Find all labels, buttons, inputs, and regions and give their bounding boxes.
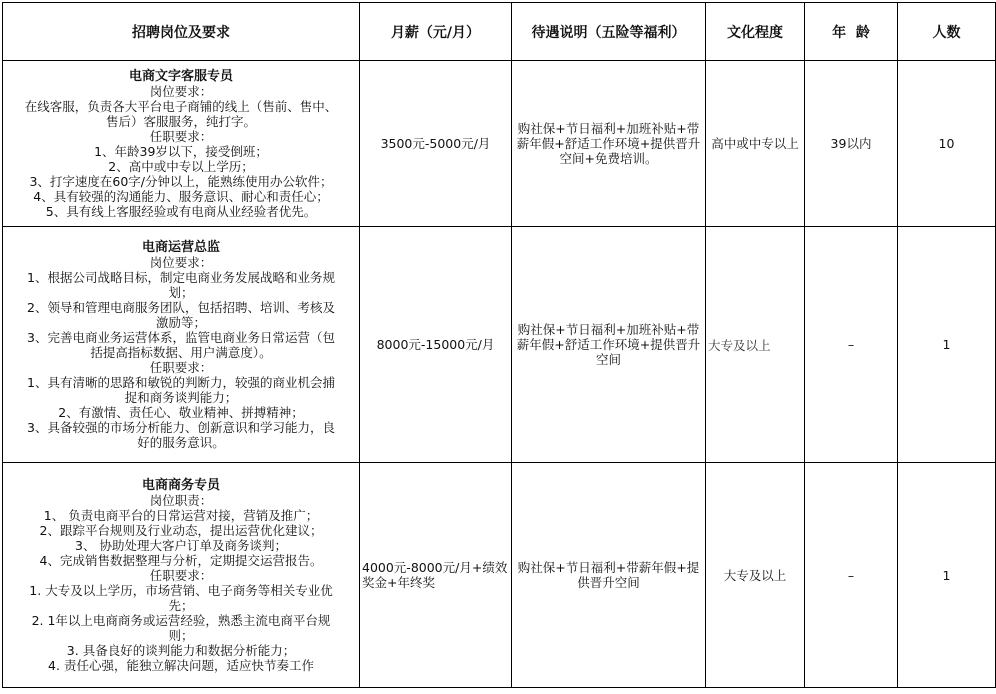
table-row (3, 463, 996, 688)
benefits-cell: 购社保+节日福利+加班补贴+带薪年假+舒适工作环境+提供晋升空间+免费培训。 (512, 61, 706, 227)
age-cell: – (805, 463, 898, 688)
header-benefits: 待遇说明（五险等福利） (512, 3, 706, 61)
benefits-cell: 购社保+节日福利+加班补贴+带薪年假+舒适工作环境+提供晋升空间 (512, 227, 706, 463)
job-line: 3、具备较强的市场分析能力、创新意识和学习能力，良 (27, 419, 335, 435)
job-line: 2、有激情、责任心、敬业精神、拼搏精神； (58, 404, 304, 420)
header-salary: 月薪（元/月） (360, 3, 512, 61)
count-cell: 10 (898, 61, 996, 227)
table-row (3, 61, 996, 227)
job-line: 岗位职责： (149, 492, 213, 508)
position-cell (3, 61, 360, 227)
job-line: 则； (168, 627, 194, 643)
job-line: 任职要求： (149, 567, 213, 583)
job-line: 3、 协助处理大客户订单及商务谈判； (75, 537, 287, 553)
job-line: 在线客服，负责各大平台电子商铺的线上（售前、售中、 (24, 98, 338, 114)
job-line: 括提高指标数据、用户满意度）。 (90, 344, 272, 360)
education-cell: 大专及以上 (706, 227, 805, 463)
job-line: 2. 1年以上电商商务或运营经验，熟悉主流电商平台规 (31, 612, 331, 628)
job-line: 2、高中或中专以上学历； (108, 158, 254, 174)
education-cell: 大专及以上 (706, 463, 805, 688)
position-cell (3, 463, 360, 688)
salary-cell: 4000元-8000元/月+绩效奖金+年终奖 (360, 463, 512, 688)
job-line: 1、年龄39岁以下，接受倒班； (94, 143, 268, 159)
job-line: 3. 具备良好的谈判能力和数据分析能力； (66, 642, 296, 658)
job-title: 电商文字客服专员 (128, 68, 233, 84)
job-line: 划； (168, 284, 194, 300)
job-line: 售后）客服服务，纯打字。 (105, 113, 256, 129)
job-line: 任职要求： (149, 128, 213, 144)
count-cell: 1 (898, 227, 996, 463)
job-line: 捉和商务谈判能力； (124, 389, 238, 405)
job-line: 先； (168, 597, 194, 613)
job-line: 激励等； (155, 314, 206, 330)
header-row (3, 3, 996, 61)
job-line: 好的服务意识。 (137, 434, 225, 450)
job-line: 1. 大专及以上学历，市场营销、电子商务等相关专业优 (29, 582, 333, 598)
job-line: 1、 负责电商平台的日常运营对接，营销及推广； (43, 507, 319, 523)
job-line: 岗位要求： (149, 254, 213, 270)
job-line: 岗位要求： (149, 83, 213, 99)
job-line: 2、领导和管理电商服务团队，包括招聘、培训、考核及 (27, 299, 335, 315)
recruitment-table (2, 2, 996, 688)
job-line: 4、完成销售数据整理与分析，定期提交运营报告。 (39, 552, 323, 568)
job-line: 3、打字速度在60字/分钟以上，能熟练使用办公软件； (29, 173, 333, 189)
job-line: 任职要求： (149, 359, 213, 375)
education-cell: 高中或中专以上 (706, 61, 805, 227)
header-age: 年 龄 (805, 3, 898, 61)
job-title: 电商商务专员 (141, 477, 220, 493)
job-line: 1、具有清晰的思路和敏锐的判断力，较强的商业机会捕 (27, 374, 335, 390)
position-cell (3, 227, 360, 463)
age-cell: – (805, 227, 898, 463)
job-line: 4、具有较强的沟通能力、服务意识、耐心和责任心； (33, 188, 329, 204)
job-line: 2、跟踪平台规则及行业动态，提出运营优化建议； (39, 522, 323, 538)
job-line: 3、完善电商业务运营体系，监管电商业务日常运营（包 (27, 329, 335, 345)
header-education: 文化程度 (706, 3, 805, 61)
job-line: 5、具有线上客服经验或有电商从业经验者优先。 (45, 203, 317, 219)
table-row (3, 227, 996, 463)
job-line: 4. 责任心强，能独立解决问题，适应快节奏工作 (48, 657, 314, 673)
header-position: 招聘岗位及要求 (3, 3, 360, 61)
age-cell: 39以内 (805, 61, 898, 227)
salary-cell: 8000元-15000元/月 (360, 227, 512, 463)
job-title: 电商运营总监 (141, 239, 220, 255)
salary-cell: 3500元-5000元/月 (360, 61, 512, 227)
job-line: 1、根据公司战略目标，制定电商业务发展战略和业务规 (27, 269, 335, 285)
header-count: 人数 (898, 3, 996, 61)
count-cell: 1 (898, 463, 996, 688)
benefits-cell: 购社保+节日福利+带薪年假+提供晋升空间 (512, 463, 706, 688)
